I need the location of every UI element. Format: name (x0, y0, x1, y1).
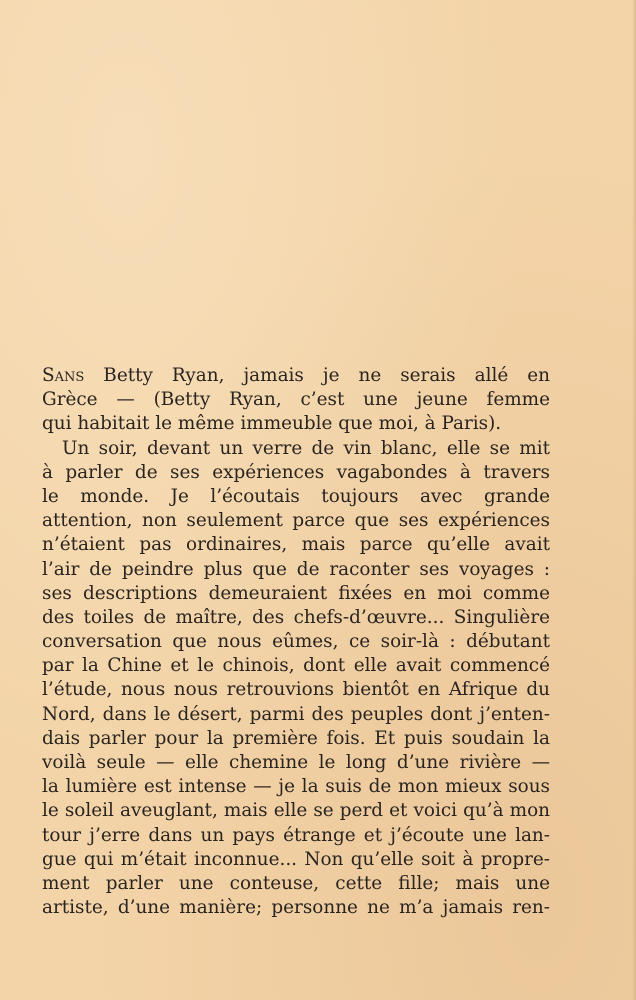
text-line-21: gue qui m’était inconnue... Non qu’elle soit à propre- (42, 848, 550, 870)
text-line-19: le soleil aveuglant, mais elle se perd et voici qu’à mon (42, 800, 550, 822)
text-line-16: dais parler pour la première fois. Et puis soudain la (42, 727, 550, 749)
text-line-6: le monde. Je l’écoutais toujours avec grande (42, 485, 550, 507)
text-line-15: Nord, dans le désert, parmi des peuples dont j’enten- (42, 703, 550, 725)
text-line-7: attention, non seulement parce que ses expériences (42, 510, 550, 532)
opening-word: Sans (42, 365, 85, 386)
text-line-12: conversation que nous eûmes, ce soir-là : débutant (42, 631, 550, 653)
text-line-3: qui habitait le même immeuble que moi, à Paris). (42, 413, 502, 435)
text-line-1: Sans Betty Ryan, jamais je ne serais allé en (42, 365, 550, 386)
text-line-5: à parler de ses expériences vagabondes à travers (42, 461, 550, 483)
text-line-17: voilà seule — elle chemine le long d’une rivière — (42, 752, 550, 773)
text-line-10: ses descriptions demeuraient fixées en moi comme (42, 582, 550, 604)
text-line-9: l’air de peindre plus que de raconter ses voyages : (42, 558, 550, 580)
text-line-18: la lumière est intense — je la suis de mon mieux sous (42, 776, 550, 798)
text-line-4: Un soir, devant un verre de vin blanc, elle se mit (62, 437, 550, 459)
text-line-14: l’étude, nous nous retrouvions bientôt en Afrique du (42, 679, 550, 701)
text-line-23: artiste, d’une manière; personne ne m’a jamais ren- (42, 897, 550, 919)
text-line-20: tour j’erre dans un pays étrange et j’écoute une lan- (42, 824, 550, 846)
text-line-2: Grèce — (Betty Ryan, c’est une jeune femme (42, 389, 550, 411)
body-text (42, 364, 550, 920)
text-line-22: ment parler une conteuse, cette fille; mais une (42, 872, 550, 894)
page-edge-shadow (632, 0, 636, 1000)
text-line-8: n’étaient pas ordinaires, mais parce qu’elle avait (42, 534, 550, 556)
text-line-11: des toiles de maître, des chefs-d’œuvre... Singulière (42, 606, 550, 628)
text-line-13: par la Chine et le chinois, dont elle avait commencé (42, 655, 550, 677)
